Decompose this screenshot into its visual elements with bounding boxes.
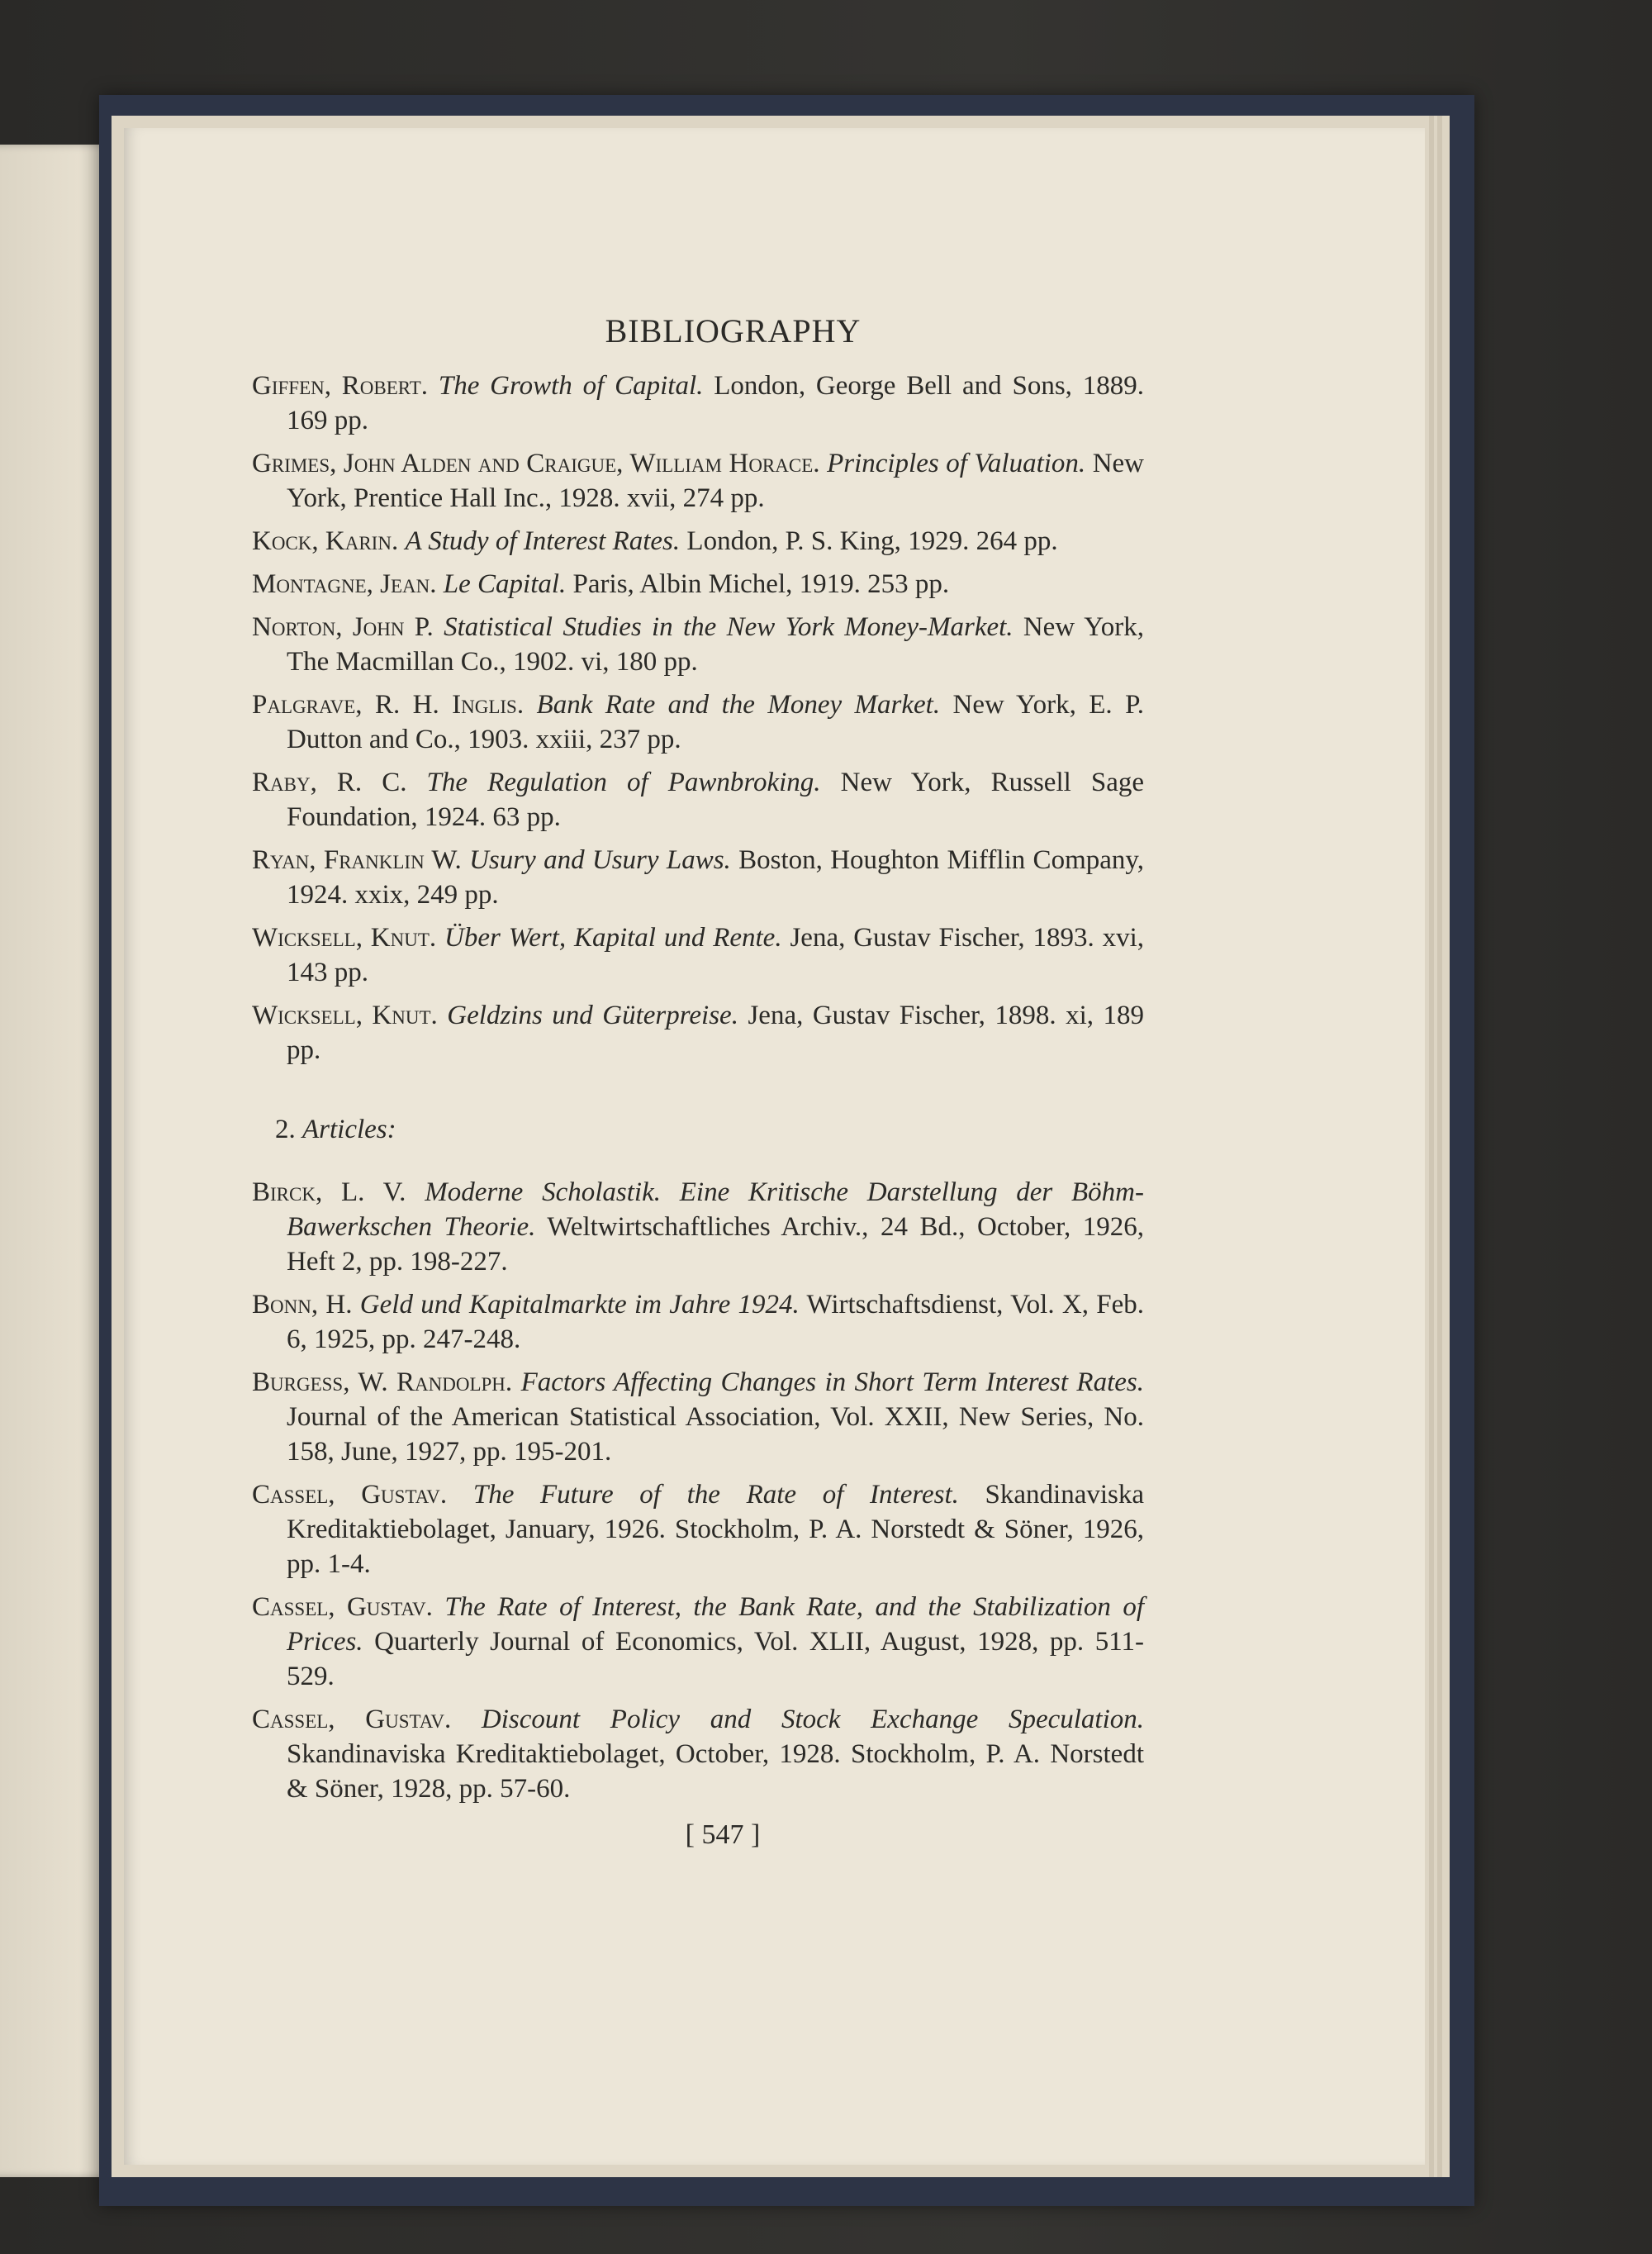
entry-author: Cassel, Gustav. bbox=[252, 1592, 433, 1622]
entry-title: Über Wert, Kapital und Rente. bbox=[444, 923, 782, 953]
entry-title: Statistical Studies in the New York Money-Market. bbox=[444, 612, 1014, 642]
entry-author: Burgess, W. Randolph. bbox=[252, 1367, 513, 1397]
section-number: 2. bbox=[275, 1115, 296, 1144]
entry-title: The Rate of Interest, the Bank Rate, and the Stabilization of Prices. bbox=[287, 1592, 1145, 1657]
entry-author: Norton, John P. bbox=[252, 612, 434, 642]
entry-author: Palgrave, R. H. Inglis. bbox=[252, 690, 525, 720]
articles-list bbox=[252, 1175, 1144, 1806]
entry-details: New York, E. P. Dutton and Co., 1903. xxiii, 237 pp. bbox=[287, 690, 1145, 754]
bibliography-entry bbox=[252, 610, 1144, 679]
bibliography-entry bbox=[252, 1590, 1144, 1694]
entry-details: Skandinaviska Kreditaktiebolaget, October, 1928. Stockholm, P. A. Norstedt & Söner, 1928, pp. 57-60. bbox=[287, 1739, 1144, 1804]
bibliography-entry bbox=[252, 1702, 1144, 1806]
entry-author: Birck, L. V. bbox=[252, 1177, 406, 1207]
entry-details: Weltwirtschaftliches Archiv., 24 Bd., October, 1926, Heft 2, pp. 198-227. bbox=[287, 1212, 1144, 1277]
entry-author: Wicksell, Knut. bbox=[252, 1001, 438, 1030]
entry-details: London, George Bell and Sons, 1889. 169 pp. bbox=[287, 371, 1144, 435]
bibliography-entry bbox=[252, 1287, 1144, 1357]
bibliography-entry bbox=[252, 1477, 1144, 1581]
entry-author: Giffen, Robert. bbox=[252, 371, 429, 401]
entry-author: Raby, R. C. bbox=[252, 768, 407, 797]
entry-author: Cassel, Gustav. bbox=[252, 1480, 448, 1510]
entry-author: Ryan, Franklin W. bbox=[252, 845, 462, 875]
section-label bbox=[275, 1112, 1144, 1147]
entry-title: Le Capital. bbox=[443, 569, 567, 599]
page-edge-line bbox=[1437, 116, 1442, 2177]
entry-title: Geld und Kapitalmarkte im Jahre 1924. bbox=[359, 1290, 800, 1320]
entry-details: New York, The Macmillan Co., 1902. vi, 180 pp. bbox=[287, 612, 1145, 677]
entry-details: Jena, Gustav Fischer, 1893. xvi, 143 pp. bbox=[287, 923, 1145, 987]
entry-title: The Future of the Rate of Interest. bbox=[472, 1480, 959, 1510]
entry-author: Montagne, Jean. bbox=[252, 569, 437, 599]
entry-author: Bonn, H. bbox=[252, 1290, 353, 1320]
entry-details: Quarterly Journal of Economics, Vol. XLII, August, 1928, pp. 511-529. bbox=[287, 1627, 1144, 1691]
page-heading: BIBLIOGRAPHY bbox=[605, 312, 862, 350]
bibliography-entry bbox=[252, 920, 1144, 990]
books-list bbox=[252, 369, 1144, 1068]
entry-title: A Study of Interest Rates. bbox=[405, 526, 681, 556]
entry-title: The Regulation of Pawnbroking. bbox=[426, 768, 821, 797]
entry-details: Skandinaviska Kreditaktiebolaget, January, 1926. Stockholm, P. A. Norstedt & Söner, 1926, pp. 1-4. bbox=[287, 1480, 1145, 1579]
entry-author: Kock, Karin. bbox=[252, 526, 399, 556]
entry-details: Boston, Houghton Mifflin Company, 1924. xxix, 249 pp. bbox=[287, 845, 1144, 910]
entry-title: Discount Policy and Stock Exchange Speculation. bbox=[481, 1705, 1145, 1734]
entry-details: New York, Prentice Hall Inc., 1928. xvii, 274 pp. bbox=[287, 449, 1145, 513]
entry-details: Paris, Albin Michel, 1919. 253 pp. bbox=[572, 569, 950, 599]
bibliography-entry bbox=[252, 567, 1144, 602]
entry-details: Journal of the American Statistical Association, Vol. XXII, New Series, No. 158, June, 1927, pp. 195-201. bbox=[287, 1402, 1144, 1467]
bibliography-entry bbox=[252, 446, 1144, 516]
entry-title: Principles of Valuation. bbox=[827, 449, 1086, 478]
bibliography-entry bbox=[252, 369, 1144, 438]
entry-title: Bank Rate and the Money Market. bbox=[536, 690, 941, 720]
page-edge-line bbox=[1429, 116, 1434, 2177]
bibliography-entry bbox=[252, 843, 1144, 912]
entry-title: The Growth of Capital. bbox=[438, 371, 704, 401]
entry-title: Usury and Usury Laws. bbox=[469, 845, 731, 875]
bibliography-entry bbox=[252, 524, 1144, 559]
entry-author: Cassel, Gustav. bbox=[252, 1705, 452, 1734]
bibliography-entry bbox=[252, 687, 1144, 757]
bibliography-entry bbox=[252, 1175, 1144, 1279]
entry-details: New York, Russell Sage Foundation, 1924. 63 pp. bbox=[287, 768, 1144, 832]
page-content bbox=[252, 314, 1144, 1852]
entry-title: Geldzins und Güterpreise. bbox=[447, 1001, 738, 1030]
entry-details: Jena, Gustav Fischer, 1898. xi, 189 pp. bbox=[287, 1001, 1145, 1065]
section-title: Articles: bbox=[302, 1115, 396, 1144]
entry-title: Factors Affecting Changes in Short Term Interest Rates. bbox=[520, 1367, 1145, 1397]
bibliography-entry bbox=[252, 765, 1144, 835]
entry-details: Wirtschaftsdienst, Vol. X, Feb. 6, 1925, pp. 247-248. bbox=[287, 1290, 1145, 1354]
entry-details: London, P. S. King, 1929. 264 pp. bbox=[686, 526, 1058, 556]
bibliography-entry bbox=[252, 1365, 1144, 1469]
bibliography-entry bbox=[252, 998, 1144, 1068]
entry-author: Wicksell, Knut. bbox=[252, 923, 437, 953]
entry-title: Moderne Scholastik. Eine Kritische Darstellung der Böhm-Bawerkschen Theorie. bbox=[287, 1177, 1145, 1242]
page-number: [ 547 ] bbox=[685, 1819, 761, 1850]
entry-author: Grimes, John Alden and Craigue, William Horace. bbox=[252, 449, 820, 478]
